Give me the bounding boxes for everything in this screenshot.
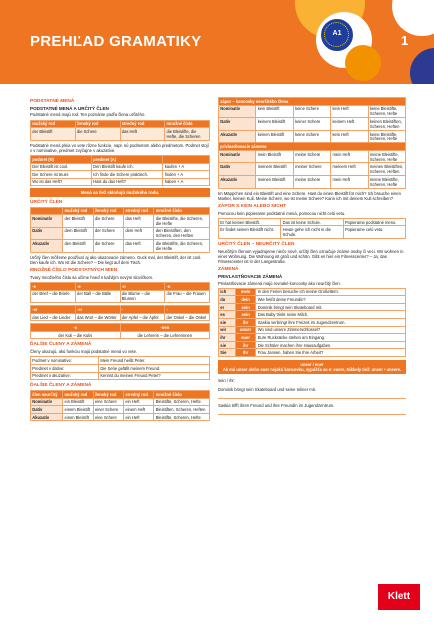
- table-cell: Heute gehe ich nicht in die Schule.: [281, 226, 343, 239]
- table-header: mužský rod: [31, 120, 76, 128]
- kein-nicht-table: [218, 218, 406, 239]
- table-cell: Den Bleistift kaufe ich.: [91, 163, 163, 171]
- table-cell: der Kuli – die Kulis: [31, 331, 121, 339]
- table-cell: Das ist keine Schule.: [281, 218, 343, 226]
- table-cell: eine Schere: [93, 413, 123, 421]
- possessive-cell: ihr: [235, 341, 256, 349]
- table-cell: keinen Bleistift: [256, 130, 293, 143]
- table-cell: einen Bleistift: [63, 413, 93, 421]
- table-header: množné číslo: [154, 391, 210, 399]
- notes-area: [218, 378, 406, 415]
- table-header: -nen: [120, 324, 210, 332]
- section-title: PODSTATNÉ MENÁ: [30, 99, 75, 104]
- pronoun-cell: ihr: [219, 334, 236, 342]
- table-cell: Podmet v nominatíve:: [31, 357, 99, 365]
- table-row: [31, 163, 210, 171]
- table-header: [163, 155, 210, 163]
- table-row: [31, 290, 210, 303]
- table-cell: der Bleistift: [63, 215, 93, 228]
- table-cell: einer Schere: [93, 406, 123, 414]
- pronoun-cell: er: [219, 303, 236, 311]
- table-header: množné číslo: [154, 207, 210, 215]
- pronoun-cell: du: [219, 296, 236, 304]
- table-header: množné číslo: [165, 120, 210, 128]
- table-header: -e: [75, 283, 120, 291]
- table-cell: Eure Rucksäcke stehen am Eingang.: [256, 334, 406, 342]
- table-header: zápor – koncovky neurčitého člena: [219, 98, 406, 106]
- table-cell: Er findet seinen Bleistift nicht.: [219, 226, 281, 239]
- table-row: [31, 227, 210, 240]
- section-title: ĎALŠIE ČLENY A ZÁMENÁ: [30, 342, 92, 348]
- paragraph: Tvary množného čísla sa učíme hneď s každým novým slovíčkom.: [30, 274, 154, 280]
- table-cell: das Lied – die Lieder: [31, 313, 76, 321]
- table-cell: keinem Heft: [331, 118, 368, 131]
- table-cell: der Bleistift: [31, 128, 76, 141]
- table-cell: Das Baby trinkt seine Milch.: [256, 311, 406, 319]
- case-label: Akuzatív: [31, 240, 63, 253]
- table-cell: die Blume – die Blumen: [120, 290, 165, 303]
- table-cell: das Heft: [124, 215, 154, 228]
- table-row: [219, 105, 406, 118]
- table-header: ženský rod: [93, 207, 123, 215]
- table-cell: ein Bleistift: [63, 398, 93, 406]
- table-header: stredný rod: [124, 391, 154, 399]
- table-cell: Saskia verbringt ihre Freizeit im Jugendzentrum.: [256, 318, 406, 326]
- plural-table-1: [30, 282, 210, 303]
- table-cell: der Brief – die Briefe: [31, 290, 76, 303]
- possessive-cell: mein: [235, 288, 256, 296]
- table-cell: kaufen + A: [163, 163, 210, 171]
- paragraph: Privlastňovacie zámená majú rovnaké koncovky ako neurčitý člen.: [218, 280, 341, 286]
- table-header: predmet (A): [91, 155, 163, 163]
- table-cell: der Ball – die Bälle: [75, 290, 120, 303]
- table-cell: Predmet v datíve:: [31, 365, 99, 373]
- table-cell: der Schere: [93, 227, 123, 240]
- table-cell: die Schere: [75, 128, 120, 141]
- table-cell: Die Schere ist teuer.: [31, 171, 92, 179]
- pronoun-cell: sie: [219, 318, 236, 326]
- table-row: [31, 240, 210, 253]
- table-cell: das Heft: [124, 240, 154, 253]
- paragraph: Im Mäppchen sind ein Bleistift und eine Schere. Hast du einen Bleistift für mich? Ich brauche einen Marker, keinen Kuli. Meine Schere, wo ist meine Schere? Kann ich mit deinem Kuli schreiben?: [218, 190, 401, 201]
- case-label: Datív: [31, 227, 63, 240]
- table-cell: Frau Jansen, haben Sie Ihre Arbeit?: [256, 349, 406, 357]
- paragraph: Podstatné mená plnia vo vete rôzne funkcie, napr. sú podmetom alebo predmetom. Podmet stojí v v nominative, predmet zvyčajne v akuzatíve.: [30, 142, 209, 153]
- table-cell: Mein Freund heißt Peter.: [99, 357, 210, 365]
- paragraph: Určitý člen môžeme používať aj ako ukazovacie zámeno. Guck mal, der Bleistift, der ist cool. Den kaufe ich. Wo ist die Schere? – Die liegt auf dem Tisch.: [30, 254, 202, 265]
- table-cell: die Schere: [93, 215, 123, 228]
- plural-table-3: [30, 323, 210, 339]
- section-title: MNOŽNÉ ČÍSLO PODSTATNÝCH MIEN: [30, 268, 118, 274]
- page-number: 1: [401, 33, 409, 48]
- table-header: -n: [120, 283, 165, 291]
- level-label: A1: [332, 30, 342, 37]
- table-cell: dem Bleistift: [63, 227, 93, 240]
- table-row: [219, 118, 406, 131]
- table-header: -n: [165, 283, 210, 291]
- table-cell: ein Heft: [124, 413, 154, 421]
- table-cell: der Onkel – die Onkel: [165, 313, 210, 321]
- paragraph: Pomocou kein popierame podstatné mená, pomocou nicht celú vetu.: [218, 210, 346, 216]
- table-cell: keine Bleistifte, Scheren, Hefte: [368, 105, 405, 118]
- level-stamp: [320, 18, 354, 52]
- table-header: mužský rod: [63, 207, 93, 215]
- table-cell: Kennst du meinen Freund Peter?: [99, 372, 210, 380]
- table-header: člen neurčitý: [31, 391, 63, 399]
- table-cell: Bleistiften, Scheren, Heften: [154, 406, 210, 414]
- table-row: [31, 357, 210, 365]
- table-row: [31, 178, 210, 186]
- table-row: [31, 372, 210, 380]
- table-cell: kein Heft: [331, 105, 368, 118]
- table-cell: meine Bleistifte, Scheren, Hefte: [368, 175, 405, 188]
- table-cell: Dominik bringt sein Skateboard mit.: [256, 303, 406, 311]
- table-cell: Ich finde die Schere praktisch.: [91, 171, 163, 179]
- case-label: Nominatív: [219, 150, 256, 163]
- table-row: [219, 349, 406, 357]
- case-label: Nominatív: [31, 398, 63, 406]
- pronoun-cell: wir: [219, 326, 236, 334]
- case-label: Datív: [219, 118, 256, 131]
- negation-article-table: [218, 97, 406, 189]
- table-cell: einem Bleistift: [63, 406, 93, 414]
- table-cell: einem Heft: [124, 406, 154, 414]
- table-cell: eine Schere: [93, 398, 123, 406]
- table-cell: die Bleistifte, die Scheren, die Hefte: [154, 215, 210, 228]
- table-cell: meinen Bleistift: [256, 175, 293, 188]
- section-title: URČITÝ ČLEN – NEURČITÝ ČLEN: [218, 241, 295, 247]
- possessive-cell: ihr: [235, 318, 256, 326]
- table-cell: Predmet v akuzatíve:: [31, 372, 99, 380]
- table-header: mužský rod: [63, 391, 93, 399]
- table-row: [219, 175, 406, 188]
- table-row: [219, 163, 406, 176]
- table-row: [31, 128, 210, 141]
- table-row: [219, 226, 406, 239]
- section-subtitle: PODSTATNÉ MENÁ A URČITÝ ČLEN: [30, 105, 109, 111]
- table-cell: keinen Bleistiften, Scheren, Heften: [368, 118, 405, 131]
- left-column: [30, 96, 210, 423]
- table-row: [219, 130, 406, 143]
- definite-article-table: [30, 207, 210, 253]
- table-cell: Wo sind unsere Zimmerschlüssel?: [256, 326, 406, 334]
- table-header: privlastňovacie zámeno: [219, 143, 406, 151]
- table-header: -er: [75, 306, 120, 314]
- table-header: -e: [31, 283, 76, 291]
- info-bar: unser / euer Ak má unser alebo euer nejakú koncovku, vypúšťa sa e: euere, Nikkoly tiež: unser • unsere.: [218, 360, 406, 374]
- table-cell: meine Bleistifte, Scheren, Hefte: [368, 150, 405, 163]
- table-header: -s: [31, 324, 121, 332]
- notes-line: Saskia trifft ihren Freund und ihre Freundin im Jugendzentrum.: [218, 399, 406, 415]
- decor-circle: [345, 45, 381, 81]
- info-bar: Mená sa tiež skloňujú mužského rodu.: [30, 188, 210, 196]
- decor-circle: [410, 48, 434, 84]
- table-cell: Hast du das Heft?: [91, 178, 163, 186]
- table-cell: keine Schere: [293, 105, 330, 118]
- table-cell: mein Heft: [331, 150, 368, 163]
- table-cell: den Bleistiften, den Scheren, den Heften: [154, 227, 210, 240]
- table-cell: die Bleistifte, die Hefte, die Scheren: [165, 128, 210, 141]
- table-header: [31, 207, 63, 215]
- case-label: Akuzatív: [219, 130, 256, 143]
- possessive-cell: Ihr: [235, 349, 256, 357]
- table-cell: der Apfel – die Äpfel: [120, 313, 165, 321]
- table-header: ženský rod: [75, 120, 120, 128]
- table-cell: keinem Bleistift: [256, 118, 293, 131]
- table-cell: Bleistifte, Scheren, Hefte: [154, 398, 210, 406]
- table-row: [219, 150, 406, 163]
- table-row: [219, 218, 406, 226]
- table-cell: meine Schere: [293, 175, 330, 188]
- case-label: Akuzatív: [219, 175, 256, 188]
- table-row: [219, 318, 406, 326]
- table-row: [31, 313, 210, 321]
- table-cell: meinem Bleistift: [256, 163, 293, 176]
- table-header: ženský rod: [93, 391, 123, 399]
- subject-object-table: [30, 155, 210, 186]
- table-cell: In den Ferien besuche ich meine Großeltern.: [256, 288, 406, 296]
- table-cell: Wo ist das Heft?: [31, 178, 92, 186]
- possessive-cell: sein: [235, 311, 256, 319]
- pronoun-cell: ich: [219, 288, 236, 296]
- pronoun-cell: es: [219, 311, 236, 319]
- section-title: ZÁPOR S KEIN ALEBO NICHT: [218, 203, 287, 209]
- table-cell: ein Heft: [124, 398, 154, 406]
- table-row: [31, 215, 210, 228]
- page-title: PREHĽAD GRAMATIKY: [30, 33, 202, 50]
- possessive-cell: unser: [235, 326, 256, 334]
- table-cell: meine Schere: [293, 150, 330, 163]
- table-row: [31, 331, 210, 339]
- decor-circle: [392, 0, 434, 36]
- table-cell: Popierame podstatné meno.: [343, 218, 405, 226]
- paragraph: Neurčitým členom vyjadrujeme niečo nové, určitý člen označuje známe osoby či veci. Wir wohnen in einer Wohnung. Die Wohnung ist groß und schön. Gibt es hier ein Fitnesscenter? – Ja, das Fitnesscenter ist in der Langestraße.: [218, 248, 404, 264]
- possessive-table: [218, 288, 406, 357]
- table-cell: meiner Schere: [293, 163, 330, 176]
- table-cell: mein Bleistift: [256, 150, 293, 163]
- case-label: Nominatív: [31, 215, 63, 228]
- paragraph: Podstatné mená majú rod. Ten poznáme podľa člena určitého.: [30, 112, 146, 118]
- table-cell: die Bleistifte, die Scheren, die Hefte: [154, 240, 210, 253]
- table-header: podmet (N): [31, 155, 92, 163]
- table-cell: keine Schere: [293, 130, 330, 143]
- table-cell: Wie heißt deine Freundin?: [256, 296, 406, 304]
- case-label: Datív: [31, 406, 63, 414]
- table-row: [219, 334, 406, 342]
- table-cell: keine Bleistifte, Scheren, Hefte: [368, 130, 405, 143]
- table-cell: das Heft: [120, 128, 165, 141]
- case-label: Nominatív: [219, 105, 256, 118]
- table-cell: Popierame celú vetu.: [343, 226, 405, 239]
- paragraph: Členy ukazujú, akú funkciu majú podstatné mená vo vete.: [30, 349, 138, 355]
- table-cell: haben + A: [163, 178, 210, 186]
- notes-label: sein / ihr:: [218, 377, 235, 383]
- table-cell: mein Heft: [331, 175, 368, 188]
- table-cell: finden + A: [163, 171, 210, 179]
- section-title: ZÁMENÁ: [218, 267, 239, 273]
- table-cell: keiner Schere: [293, 118, 330, 131]
- table-cell: Der Bleistift ist cool.: [31, 163, 92, 171]
- table-cell: kein Bleistift: [256, 105, 293, 118]
- notes-line: Dominik bringt sein Skateboard und seine Inliner mit.: [218, 383, 406, 399]
- table-header: -: [165, 306, 210, 314]
- table-cell: die Lehrerin – die Lehrerinnen: [120, 331, 210, 339]
- table-header: stredný rod: [120, 120, 165, 128]
- table-header: -: [120, 306, 165, 314]
- table-row: [219, 303, 406, 311]
- table-header: stredný rod: [124, 207, 154, 215]
- table-cell: den Bleistift: [63, 240, 93, 253]
- klett-logo: Klett: [378, 584, 420, 610]
- table-header: -er: [31, 306, 76, 314]
- table-row: [219, 288, 406, 296]
- table-row: [219, 311, 406, 319]
- table-row: [31, 398, 210, 406]
- table-cell: Die Schüler machen ihre Hausaufgaben.: [256, 341, 406, 349]
- table-cell: die Frau – die Frauen: [165, 290, 210, 303]
- table-row: [31, 413, 210, 421]
- pronoun-cell: sie: [219, 341, 236, 349]
- table-cell: Er hat keinen Bleistift.: [219, 218, 281, 226]
- right-column: [218, 96, 406, 415]
- table-row: [31, 171, 210, 179]
- case-label: Datív: [219, 163, 256, 176]
- section-subtitle: PRIVLASTŇOVACIE ZÁMENÁ: [218, 273, 283, 279]
- possessive-cell: dein: [235, 296, 256, 304]
- table-row: [31, 406, 210, 414]
- function-table: [30, 356, 210, 380]
- table-cell: meinem Heft: [331, 163, 368, 176]
- plural-table-2: [30, 305, 210, 321]
- table-cell: Die Serie gefällt meinem Freund.: [99, 365, 210, 373]
- gender-table: [30, 120, 210, 141]
- table-row: [219, 296, 406, 304]
- table-row: [219, 326, 406, 334]
- section-title: ĎALŠIE ČLENY A ZÁMENÁ: [30, 383, 92, 389]
- table-cell: das Wort – die Wörter: [75, 313, 120, 321]
- indefinite-article-table: [30, 390, 210, 421]
- table-cell: die Schere: [93, 240, 123, 253]
- table-row: [31, 365, 210, 373]
- table-cell: meinen Bleistiften, Scheren, Heften: [368, 163, 405, 176]
- table-cell: Bleistifte, Scheren, Hefte: [154, 413, 210, 421]
- possessive-cell: sein: [235, 303, 256, 311]
- pronoun-cell: Sie: [219, 349, 236, 357]
- possessive-cell: euer: [235, 334, 256, 342]
- table-cell: dem Heft: [124, 227, 154, 240]
- header-banner: [0, 0, 434, 84]
- table-row: [219, 341, 406, 349]
- case-label: Akuzatív: [31, 413, 63, 421]
- section-title: URČITÝ ČLEN: [30, 199, 63, 205]
- table-cell: kein Heft: [331, 130, 368, 143]
